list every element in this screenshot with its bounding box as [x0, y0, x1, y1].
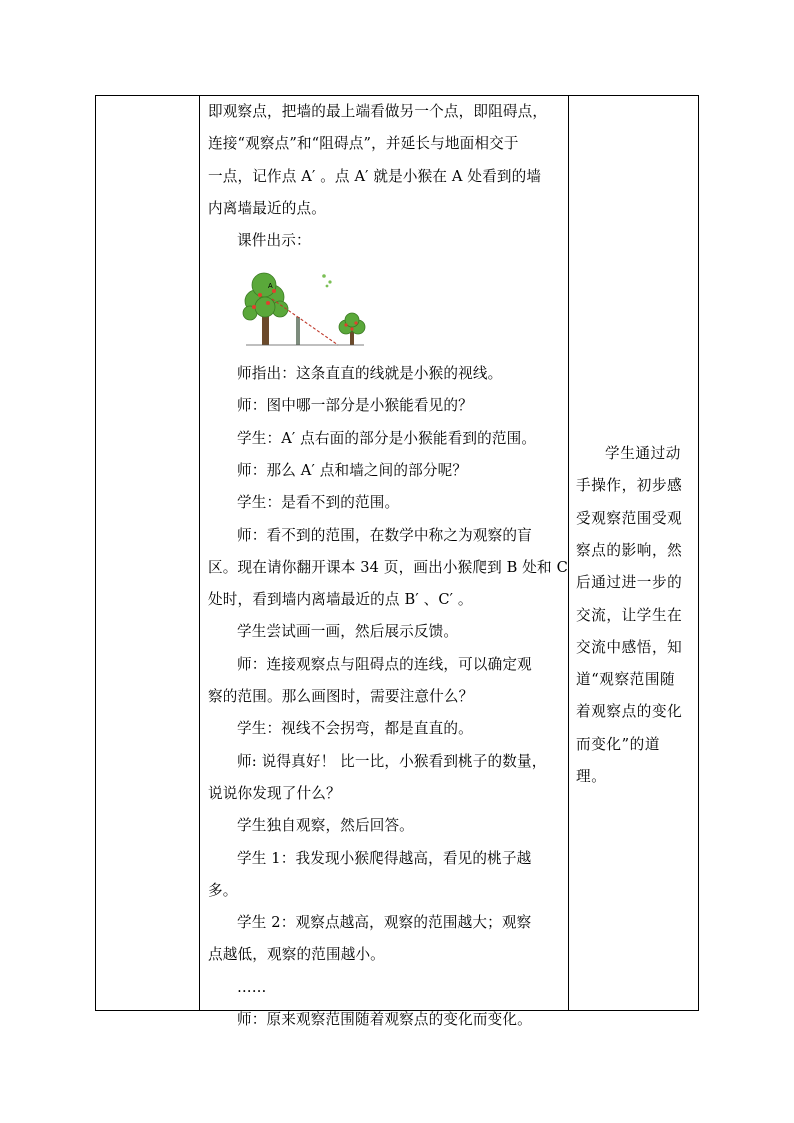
dialogue-line: 学生 2：观察点越高，观察的范围越大；观察 [237, 914, 532, 932]
sight-line [272, 299, 338, 345]
note-line: 察点的影响，然 [576, 541, 683, 559]
dialogue-line: 多。 [208, 881, 238, 899]
dialogue-line: 师：那么 A′ 点和墙之间的部分呢？ [237, 461, 468, 479]
design-intent-cell [569, 96, 699, 1010]
text-line: 课件出示： [237, 232, 311, 250]
dialogue-line: 学生尝试画一画，然后展示反馈。 [237, 623, 459, 641]
note-line: 交流，让学生在 [576, 606, 683, 624]
dialogue-line: 察的范围。那么画图时，需要注意什么？ [208, 688, 474, 705]
dialogue-line: 师：图中哪一部分是小猴能看见的？ [237, 397, 473, 415]
text-line: 连接“观察点”和“阻碍点”，并延长与地面相交于 [208, 135, 519, 153]
dialogue-line: 点越低，观察的范围越小。 [208, 946, 385, 964]
dialogue-line: 师：连接观察点与阻碍点的连线，可以确定观 [237, 655, 532, 673]
dialogue-line: 学生独自观察，然后回答。 [237, 817, 414, 835]
dialogue-line: 处时，看到墙内离墙最近的点 B′ 、C′ 。 [208, 591, 473, 609]
teaching-process-cell [200, 96, 568, 1028]
dialogue-line: 学生：视线不会拐弯，都是直直的。 [237, 720, 473, 738]
small-tree-crown [339, 313, 365, 334]
dialogue-line: 师: 说得真好！ 比一比，小猴看到桃子的数量， [237, 752, 547, 770]
text-line: 即观察点，把墙的最上端看做另一个点，即阻碍点， [208, 103, 548, 120]
note-line: 着观察点的变化 [576, 703, 683, 721]
note-line: 受观察范围受观 [576, 509, 683, 527]
dialogue-line: 学生 1：我发现小猴爬得越高，看见的桃子越 [237, 849, 532, 867]
note-line: 而变化”的道 [576, 735, 661, 753]
wall [296, 317, 300, 345]
falling-leaves [322, 274, 331, 287]
note-line: 理。 [576, 768, 607, 785]
dialogue-line: …… [237, 978, 267, 996]
text-line: 一点，记作点 A′ 。点 A′ 就是小猴在 A 处看到的墙 [208, 167, 542, 185]
courseware-illustration [238, 261, 368, 351]
note-line: 手操作，初步感 [576, 477, 683, 495]
big-tree-crown [243, 273, 288, 320]
dialogue-line: 学生：A′ 点右面的部分是小猴能看到的范围。 [237, 429, 537, 447]
small-tree-trunk [350, 331, 354, 345]
point-a-label: A [268, 283, 273, 290]
dialogue-line: 师：原来观察范围随着观察点的变化而变化。 [237, 1011, 532, 1028]
note-line: 后通过进一步的 [576, 574, 683, 592]
dialogue-line: 说说你发现了什么？ [208, 784, 341, 802]
text-line: 内离墙最近的点。 [208, 199, 326, 217]
dialogue-line: 区。现在请你翻开课本 34 页，画出小猴爬到 B 处和 C [208, 558, 568, 576]
dialogue-line: 师指出：这条直直的线就是小猴的视线。 [237, 365, 503, 382]
lesson-table [95, 95, 699, 1028]
dialogue-line: 师：看不到的范围，在数学中称之为观察的盲 [237, 526, 532, 544]
note-line: 交流中感悟，知 [576, 638, 683, 656]
note-line: 道“观察范围随 [576, 671, 676, 689]
dialogue-line: 学生：是看不到的范围。 [237, 494, 400, 512]
note-line: 学生通过动 [605, 445, 681, 462]
